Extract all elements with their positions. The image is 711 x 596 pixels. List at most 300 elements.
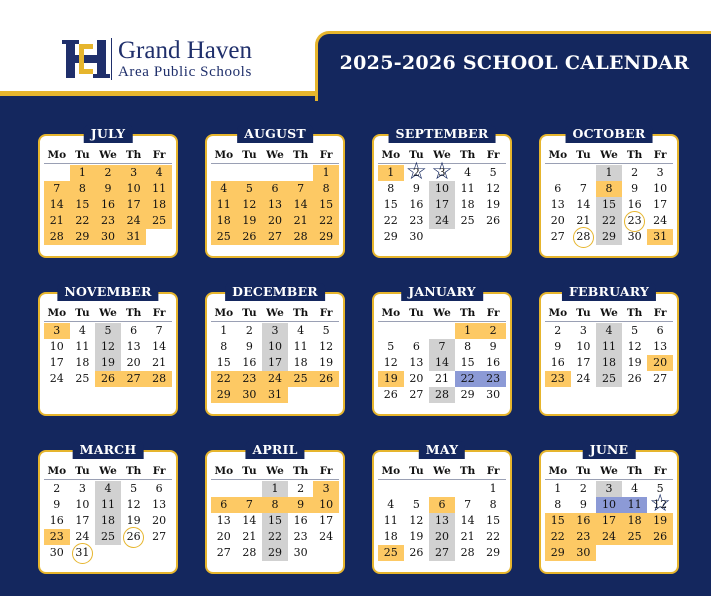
day-cell: 7 [464, 498, 472, 511]
empty-cell [571, 165, 597, 181]
weekday-label: Th [125, 149, 142, 161]
day-cell: 2 [554, 324, 562, 337]
day-cell: 5 [489, 166, 497, 179]
day-cell: 10 [576, 340, 591, 353]
empty-cell [44, 165, 70, 181]
day-cell: 16 [486, 356, 501, 369]
weekday-label: Tu [409, 465, 424, 477]
day-cell: 9 [412, 182, 420, 195]
week-row [44, 165, 172, 181]
week-row [378, 339, 506, 355]
empty-cell [121, 545, 147, 561]
day-cell: 22 [383, 214, 398, 227]
day-cell: 23 [44, 529, 70, 545]
day-cell: 20 [216, 530, 231, 543]
week-row [211, 165, 339, 181]
day-cell: 31 [262, 387, 288, 403]
week-row [211, 181, 339, 197]
week-row [211, 213, 339, 229]
day-cell: 3 [579, 324, 587, 337]
day-cell: 22 [455, 371, 481, 387]
day-grid [211, 481, 339, 561]
day-cell: 29 [70, 229, 96, 245]
day-cell: 5 [322, 324, 330, 337]
week-row [378, 371, 506, 387]
week-row [211, 529, 339, 545]
day-cell: 10 [596, 497, 622, 513]
day-cell: 28 [460, 546, 475, 559]
day-cell: 11 [460, 182, 475, 195]
week-row [378, 323, 506, 339]
day-grid [545, 323, 673, 387]
day-cell: 23 [622, 213, 648, 229]
weekday-label: We [266, 465, 284, 477]
day-cell: 22 [211, 371, 237, 387]
day-cell: 3 [121, 165, 147, 181]
weekday-label: Tu [409, 149, 424, 161]
empty-cell [378, 481, 404, 497]
week-row [211, 371, 339, 387]
weekday-label: Fr [486, 149, 500, 161]
day-cell: 17 [576, 356, 591, 369]
month-july [38, 126, 178, 258]
day-cell: 16 [409, 198, 424, 211]
day-cell: 15 [383, 198, 398, 211]
weekday-label: Mo [47, 465, 67, 477]
weekday-label: Tu [75, 307, 90, 319]
month-november [38, 284, 178, 416]
day-cell: 1 [220, 324, 228, 337]
weekday-label: Mo [47, 307, 67, 319]
day-cell: 6 [130, 324, 138, 337]
day-cell: 9 [554, 340, 562, 353]
day-cell: 26 [409, 546, 424, 559]
day-cell: 12 [486, 182, 501, 195]
day-cell: 30 [409, 230, 424, 243]
day-cell: 13 [409, 356, 424, 369]
weekday-label: Fr [152, 465, 166, 477]
week-row [545, 323, 673, 339]
day-cell: 3 [78, 482, 86, 495]
weekday-label: Fr [319, 149, 333, 161]
week-row [44, 355, 172, 371]
day-cell: 25 [622, 529, 648, 545]
week-row [545, 229, 673, 245]
day-cell: 18 [460, 198, 475, 211]
day-cell: 29 [262, 545, 288, 561]
day-cell: 25 [146, 213, 172, 229]
day-cell: 24 [429, 213, 455, 229]
day-cell: 29 [460, 388, 475, 401]
day-cell: 9 [245, 340, 253, 353]
month-title: NOVEMBER [57, 283, 158, 301]
month-title: OCTOBER [566, 125, 653, 143]
day-cell: 11 [622, 497, 648, 513]
day-cell: 5 [130, 482, 138, 495]
week-row [545, 497, 673, 513]
weekday-label: Mo [381, 465, 401, 477]
day-cell: 28 [288, 229, 314, 245]
weekday-label: Tu [242, 307, 257, 319]
week-row [44, 371, 172, 387]
day-cell: 18 [146, 197, 172, 213]
day-cell: 20 [647, 355, 673, 371]
day-cell: 26 [95, 371, 121, 387]
empty-cell [404, 323, 430, 339]
district-name-line1: Grand Haven [118, 37, 252, 64]
weekday-label: We [266, 307, 284, 319]
day-cell: 20 [409, 372, 424, 385]
day-cell: 7 [237, 497, 263, 513]
day-cell: 16 [571, 513, 597, 529]
week-row [378, 545, 506, 561]
day-cell: 4 [297, 324, 305, 337]
weekday-label: Th [292, 149, 309, 161]
day-cell: 30 [293, 546, 308, 559]
day-cell: 27 [550, 230, 565, 243]
weekday-label: Mo [214, 307, 234, 319]
day-cell: 25 [75, 372, 90, 385]
day-cell: 27 [409, 388, 424, 401]
weekday-label: Mo [381, 149, 401, 161]
day-grid [211, 323, 339, 403]
day-cell: 25 [211, 229, 237, 245]
week-row [211, 545, 339, 561]
week-row [211, 339, 339, 355]
day-cell: 19 [126, 514, 141, 527]
day-cell: 25 [288, 371, 314, 387]
week-row [44, 481, 172, 497]
day-cell: 19 [409, 530, 424, 543]
empty-cell [211, 165, 237, 181]
day-cell: ☆ 12 [647, 497, 673, 513]
week-row [378, 481, 506, 497]
day-cell: 27 [429, 545, 455, 561]
empty-cell [378, 323, 404, 339]
week-row [211, 513, 339, 529]
day-cell: 22 [70, 213, 96, 229]
day-cell: 23 [95, 213, 121, 229]
empty-cell [545, 165, 571, 181]
day-cell: 27 [152, 530, 167, 543]
weekday-label: Fr [653, 307, 667, 319]
day-cell: 22 [596, 213, 622, 229]
day-cell: 6 [554, 182, 562, 195]
day-grid [378, 481, 506, 561]
day-cell: 25 [95, 529, 121, 545]
week-row [378, 229, 506, 245]
day-cell: 13 [216, 514, 231, 527]
day-cell: 15 [216, 356, 231, 369]
day-cell: 11 [293, 340, 308, 353]
day-cell: 7 [429, 339, 455, 355]
day-cell: 5 [412, 498, 420, 511]
weekday-label: Fr [152, 149, 166, 161]
weekday-label: Mo [548, 149, 568, 161]
month-may [372, 442, 512, 574]
week-row [211, 387, 339, 403]
day-cell: 30 [49, 546, 64, 559]
weekday-label: Fr [653, 465, 667, 477]
empty-cell [146, 229, 172, 245]
weekday-label: Mo [214, 149, 234, 161]
day-cell: 10 [121, 181, 147, 197]
week-row [545, 197, 673, 213]
weekday-label: We [433, 465, 451, 477]
day-cell: 26 [486, 214, 501, 227]
day-cell: 10 [49, 340, 64, 353]
day-cell: 11 [95, 497, 121, 513]
day-cell: 13 [262, 197, 288, 213]
day-cell: 28 [44, 229, 70, 245]
day-cell: 6 [429, 497, 455, 513]
month-title: AUGUST [237, 125, 313, 143]
day-cell: 14 [242, 514, 257, 527]
day-cell: 6 [656, 324, 664, 337]
day-cell: 8 [220, 340, 228, 353]
month-title: MARCH [73, 441, 144, 459]
day-cell: 13 [126, 340, 141, 353]
day-cell: 2 [579, 482, 587, 495]
week-row [44, 181, 172, 197]
day-cell: 3 [656, 166, 664, 179]
month-august [205, 126, 345, 258]
day-cell: 4 [78, 324, 86, 337]
week-row [211, 481, 339, 497]
month-title: DECEMBER [225, 283, 325, 301]
weekday-label: We [600, 149, 618, 161]
day-cell: 30 [95, 229, 121, 245]
week-row [211, 197, 339, 213]
day-cell: 3 [44, 323, 70, 339]
day-cell: 25 [596, 371, 622, 387]
day-cell: 5 [237, 181, 263, 197]
day-cell: 12 [237, 197, 263, 213]
week-row [44, 229, 172, 245]
empty-cell [95, 545, 121, 561]
day-cell: 29 [596, 229, 622, 245]
day-cell: 6 [262, 181, 288, 197]
empty-cell [313, 387, 339, 403]
day-cell: 16 [95, 197, 121, 213]
week-row [378, 213, 506, 229]
day-cell: 28 [429, 387, 455, 403]
week-row [545, 545, 673, 561]
district-logo-icon [62, 38, 110, 80]
day-grid [44, 323, 172, 387]
day-cell: 23 [571, 529, 597, 545]
week-row [211, 323, 339, 339]
day-cell: 23 [237, 371, 263, 387]
month-january [372, 284, 512, 416]
day-cell: 25 [378, 545, 404, 561]
weekday-label: Th [626, 149, 643, 161]
day-cell: 21 [576, 214, 591, 227]
week-row [44, 213, 172, 229]
day-cell: 11 [383, 514, 398, 527]
day-cell: 4 [464, 166, 472, 179]
day-grid [378, 323, 506, 403]
week-row [211, 497, 339, 513]
weekday-header [211, 463, 339, 480]
day-cell: 8 [489, 498, 497, 511]
month-title: JANUARY [401, 283, 483, 301]
weekday-header [378, 463, 506, 480]
day-grid [378, 165, 506, 245]
day-cell: 12 [319, 340, 334, 353]
district-name [118, 38, 252, 81]
day-cell: 30 [571, 545, 597, 561]
day-cell: 4 [596, 323, 622, 339]
day-cell: 9 [631, 182, 639, 195]
day-cell: 1 [489, 482, 497, 495]
day-cell: 30 [486, 388, 501, 401]
day-cell: 2 [53, 482, 61, 495]
month-title: APRIL [245, 441, 304, 459]
weekday-header [44, 147, 172, 164]
day-cell: 15 [486, 514, 501, 527]
day-cell: 14 [460, 514, 475, 527]
day-cell: 4 [211, 181, 237, 197]
empty-cell [262, 165, 288, 181]
day-cell: 30 [237, 387, 263, 403]
day-cell: 27 [216, 546, 231, 559]
day-cell: 12 [126, 498, 141, 511]
day-cell: 4 [95, 481, 121, 497]
day-cell: 30 [627, 230, 642, 243]
day-cell: 23 [480, 371, 506, 387]
weekday-label: Tu [242, 465, 257, 477]
day-cell: 19 [319, 356, 334, 369]
weekday-label: We [99, 465, 117, 477]
weekday-header [378, 305, 506, 322]
day-cell: 26 [383, 388, 398, 401]
day-cell: 24 [596, 529, 622, 545]
day-cell: 19 [378, 371, 404, 387]
month-title: FEBRUARY [562, 283, 656, 301]
week-row [211, 229, 339, 245]
day-cell: 31 [121, 229, 147, 245]
day-cell: 24 [319, 530, 334, 543]
day-cell: 26 [121, 529, 147, 545]
empty-cell [647, 545, 673, 561]
day-cell: 3 [262, 323, 288, 339]
month-april [205, 442, 345, 574]
empty-cell [313, 545, 339, 561]
logo-divider [111, 38, 112, 80]
weekday-label: We [433, 307, 451, 319]
empty-cell [429, 323, 455, 339]
weekday-label: Fr [319, 307, 333, 319]
day-cell: 17 [319, 514, 334, 527]
day-cell: 24 [262, 371, 288, 387]
week-row [378, 197, 506, 213]
week-row [545, 513, 673, 529]
day-cell: 16 [293, 514, 308, 527]
day-cell: 18 [75, 356, 90, 369]
weekday-header [44, 463, 172, 480]
day-cell: 1 [70, 165, 96, 181]
day-cell: 1 [596, 165, 622, 181]
day-cell: 20 [262, 213, 288, 229]
empty-cell [146, 545, 172, 561]
week-row [378, 529, 506, 545]
day-cell: 10 [262, 339, 288, 355]
day-cell: 13 [653, 340, 668, 353]
district-name-line2: Area Public Schools [118, 64, 252, 80]
week-row [545, 371, 673, 387]
day-cell: 11 [211, 197, 237, 213]
day-cell: 21 [288, 213, 314, 229]
day-cell: 15 [70, 197, 96, 213]
day-cell: 22 [486, 530, 501, 543]
weekday-label: Tu [75, 465, 90, 477]
month-june [539, 442, 679, 574]
day-cell: 18 [211, 213, 237, 229]
empty-cell [288, 387, 314, 403]
month-title: JULY [84, 125, 133, 143]
day-cell: 7 [44, 181, 70, 197]
day-cell: 19 [95, 355, 121, 371]
weekday-header [545, 305, 673, 322]
gold-accent-line [0, 91, 320, 96]
day-grid [545, 481, 673, 561]
weekday-label: Th [459, 465, 476, 477]
weekday-label: Th [125, 307, 142, 319]
day-cell: 1 [455, 323, 481, 339]
empty-cell [237, 481, 263, 497]
day-cell: 16 [242, 356, 257, 369]
week-row [44, 197, 172, 213]
day-cell: 5 [387, 340, 395, 353]
empty-cell [429, 229, 455, 245]
week-row [378, 165, 506, 181]
day-cell: 8 [262, 497, 288, 513]
day-cell: 5 [95, 323, 121, 339]
weekday-label: Tu [576, 149, 591, 161]
day-cell: 7 [288, 181, 314, 197]
day-cell: 21 [44, 213, 70, 229]
page-title: 2025-2026 SCHOOL CALENDAR [339, 52, 690, 74]
day-cell: 17 [49, 356, 64, 369]
day-cell: 14 [288, 197, 314, 213]
day-cell: 13 [550, 198, 565, 211]
day-cell: 29 [383, 230, 398, 243]
weekday-label: Th [626, 307, 643, 319]
month-february [539, 284, 679, 416]
weekday-label: Tu [576, 307, 591, 319]
day-cell: 17 [596, 513, 622, 529]
weekday-label: Fr [152, 307, 166, 319]
day-cell: 14 [44, 197, 70, 213]
day-cell: 15 [460, 356, 475, 369]
day-cell: 2 [297, 482, 305, 495]
day-grid [44, 165, 172, 245]
day-cell: 2 [631, 166, 639, 179]
day-cell: 4 [387, 498, 395, 511]
day-cell: 8 [464, 340, 472, 353]
day-grid [211, 165, 339, 245]
day-cell: 20 [429, 529, 455, 545]
day-cell: 8 [387, 182, 395, 195]
title-banner [315, 31, 711, 101]
day-cell: 11 [596, 339, 622, 355]
day-cell: 21 [434, 372, 449, 385]
weekday-label: We [99, 149, 117, 161]
month-march [38, 442, 178, 574]
day-cell: 29 [211, 387, 237, 403]
weekday-label: Th [292, 307, 309, 319]
